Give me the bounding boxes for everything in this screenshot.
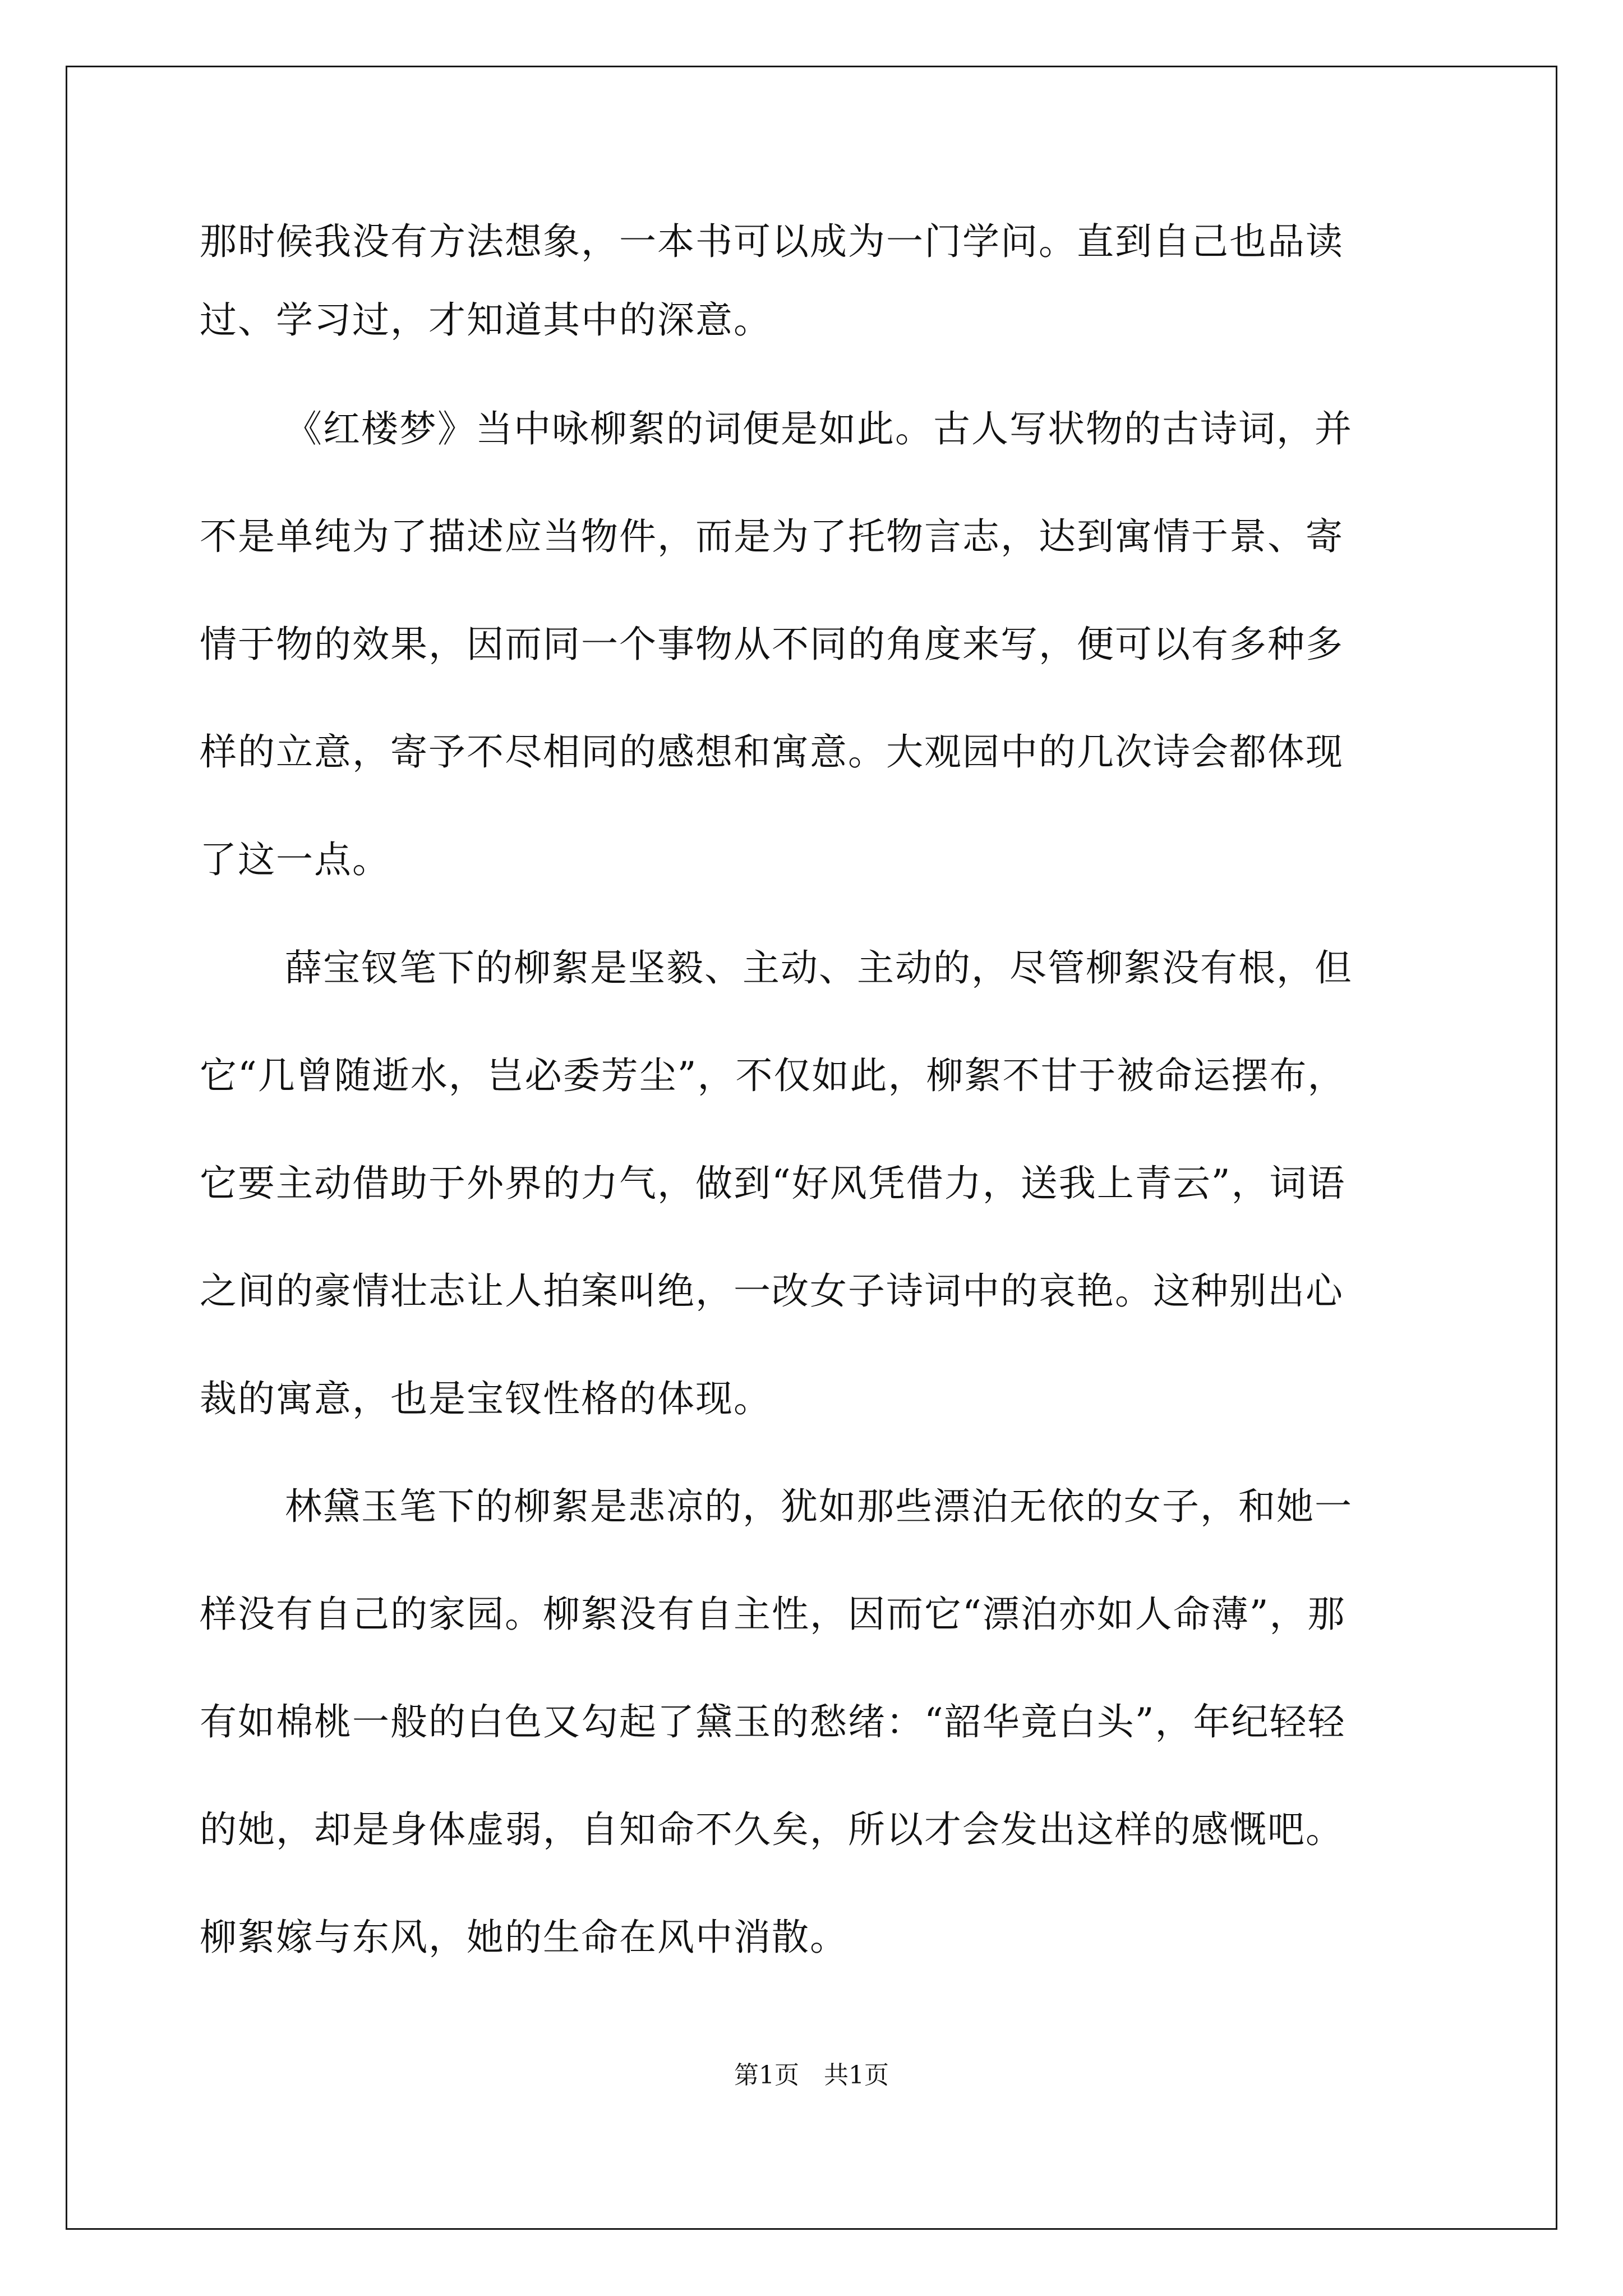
paragraph-4-line-2: 样没有自己的家园。柳絮没有自主性，因而它“漂泊亦如人命薄”，那 (200, 1593, 1346, 1636)
paragraph-1-line-1: 那时候我没有方法想象，一本书可以成为一门学问。直到自己也品读 (200, 220, 1344, 263)
paragraph-3-line-2: 它“几曾随逝水，岂必委芳尘”，不仅如此，柳絮不甘于被命运摆布， (200, 1054, 1346, 1097)
page-number-footer: 第1页 共1页 (734, 2061, 889, 2090)
paragraph-3-line-3: 它要主动借助于外界的力气，做到“好风凭借力，送我上青云”，词语 (200, 1162, 1346, 1205)
paragraph-4-line-3: 有如棉桃一般的白色又勾起了黛玉的愁绪：“韶华竟白头”，年纪轻轻 (200, 1700, 1346, 1743)
paragraph-2-line-3: 情于物的效果，因而同一个事物从不同的角度来写，便可以有多种多 (200, 623, 1344, 666)
paragraph-2-line-1: 《红楼梦》当中咏柳絮的词便是如此。古人写状物的古诗词，并 (285, 407, 1353, 450)
paragraph-4-line-4: 的她，却是身体虚弱，自知命不久矣，所以才会发出这样的感慨吧。 (200, 1808, 1344, 1851)
paragraph-4-line-5: 柳絮嫁与东风，她的生命在风中消散。 (200, 1916, 848, 1959)
paragraph-4-line-1: 林黛玉笔下的柳絮是悲凉的，犹如那些漂泊无依的女子，和她一 (285, 1485, 1353, 1528)
paragraph-3-line-5: 裁的寓意，也是宝钗性格的体现。 (200, 1377, 772, 1420)
paragraph-3-line-1: 薛宝钗笔下的柳絮是坚毅、主动、主动的，尽管柳絮没有根，但 (285, 946, 1353, 990)
paragraph-2-line-5: 了这一点。 (200, 838, 390, 881)
paragraph-2-line-2: 不是单纯为了描述应当物件，而是为了托物言志，达到寓情于景、寄 (200, 515, 1344, 558)
paragraph-1-line-2: 过、学习过，才知道其中的深意。 (200, 298, 772, 342)
paragraph-3-line-4: 之间的豪情壮志让人拍案叫绝，一改女子诗词中的哀艳。这种别出心 (200, 1269, 1344, 1313)
page-border (66, 66, 1557, 2230)
paragraph-2-line-4: 样的立意，寄予不尽相同的感想和寓意。大观园中的几次诗会都体现 (200, 730, 1344, 774)
